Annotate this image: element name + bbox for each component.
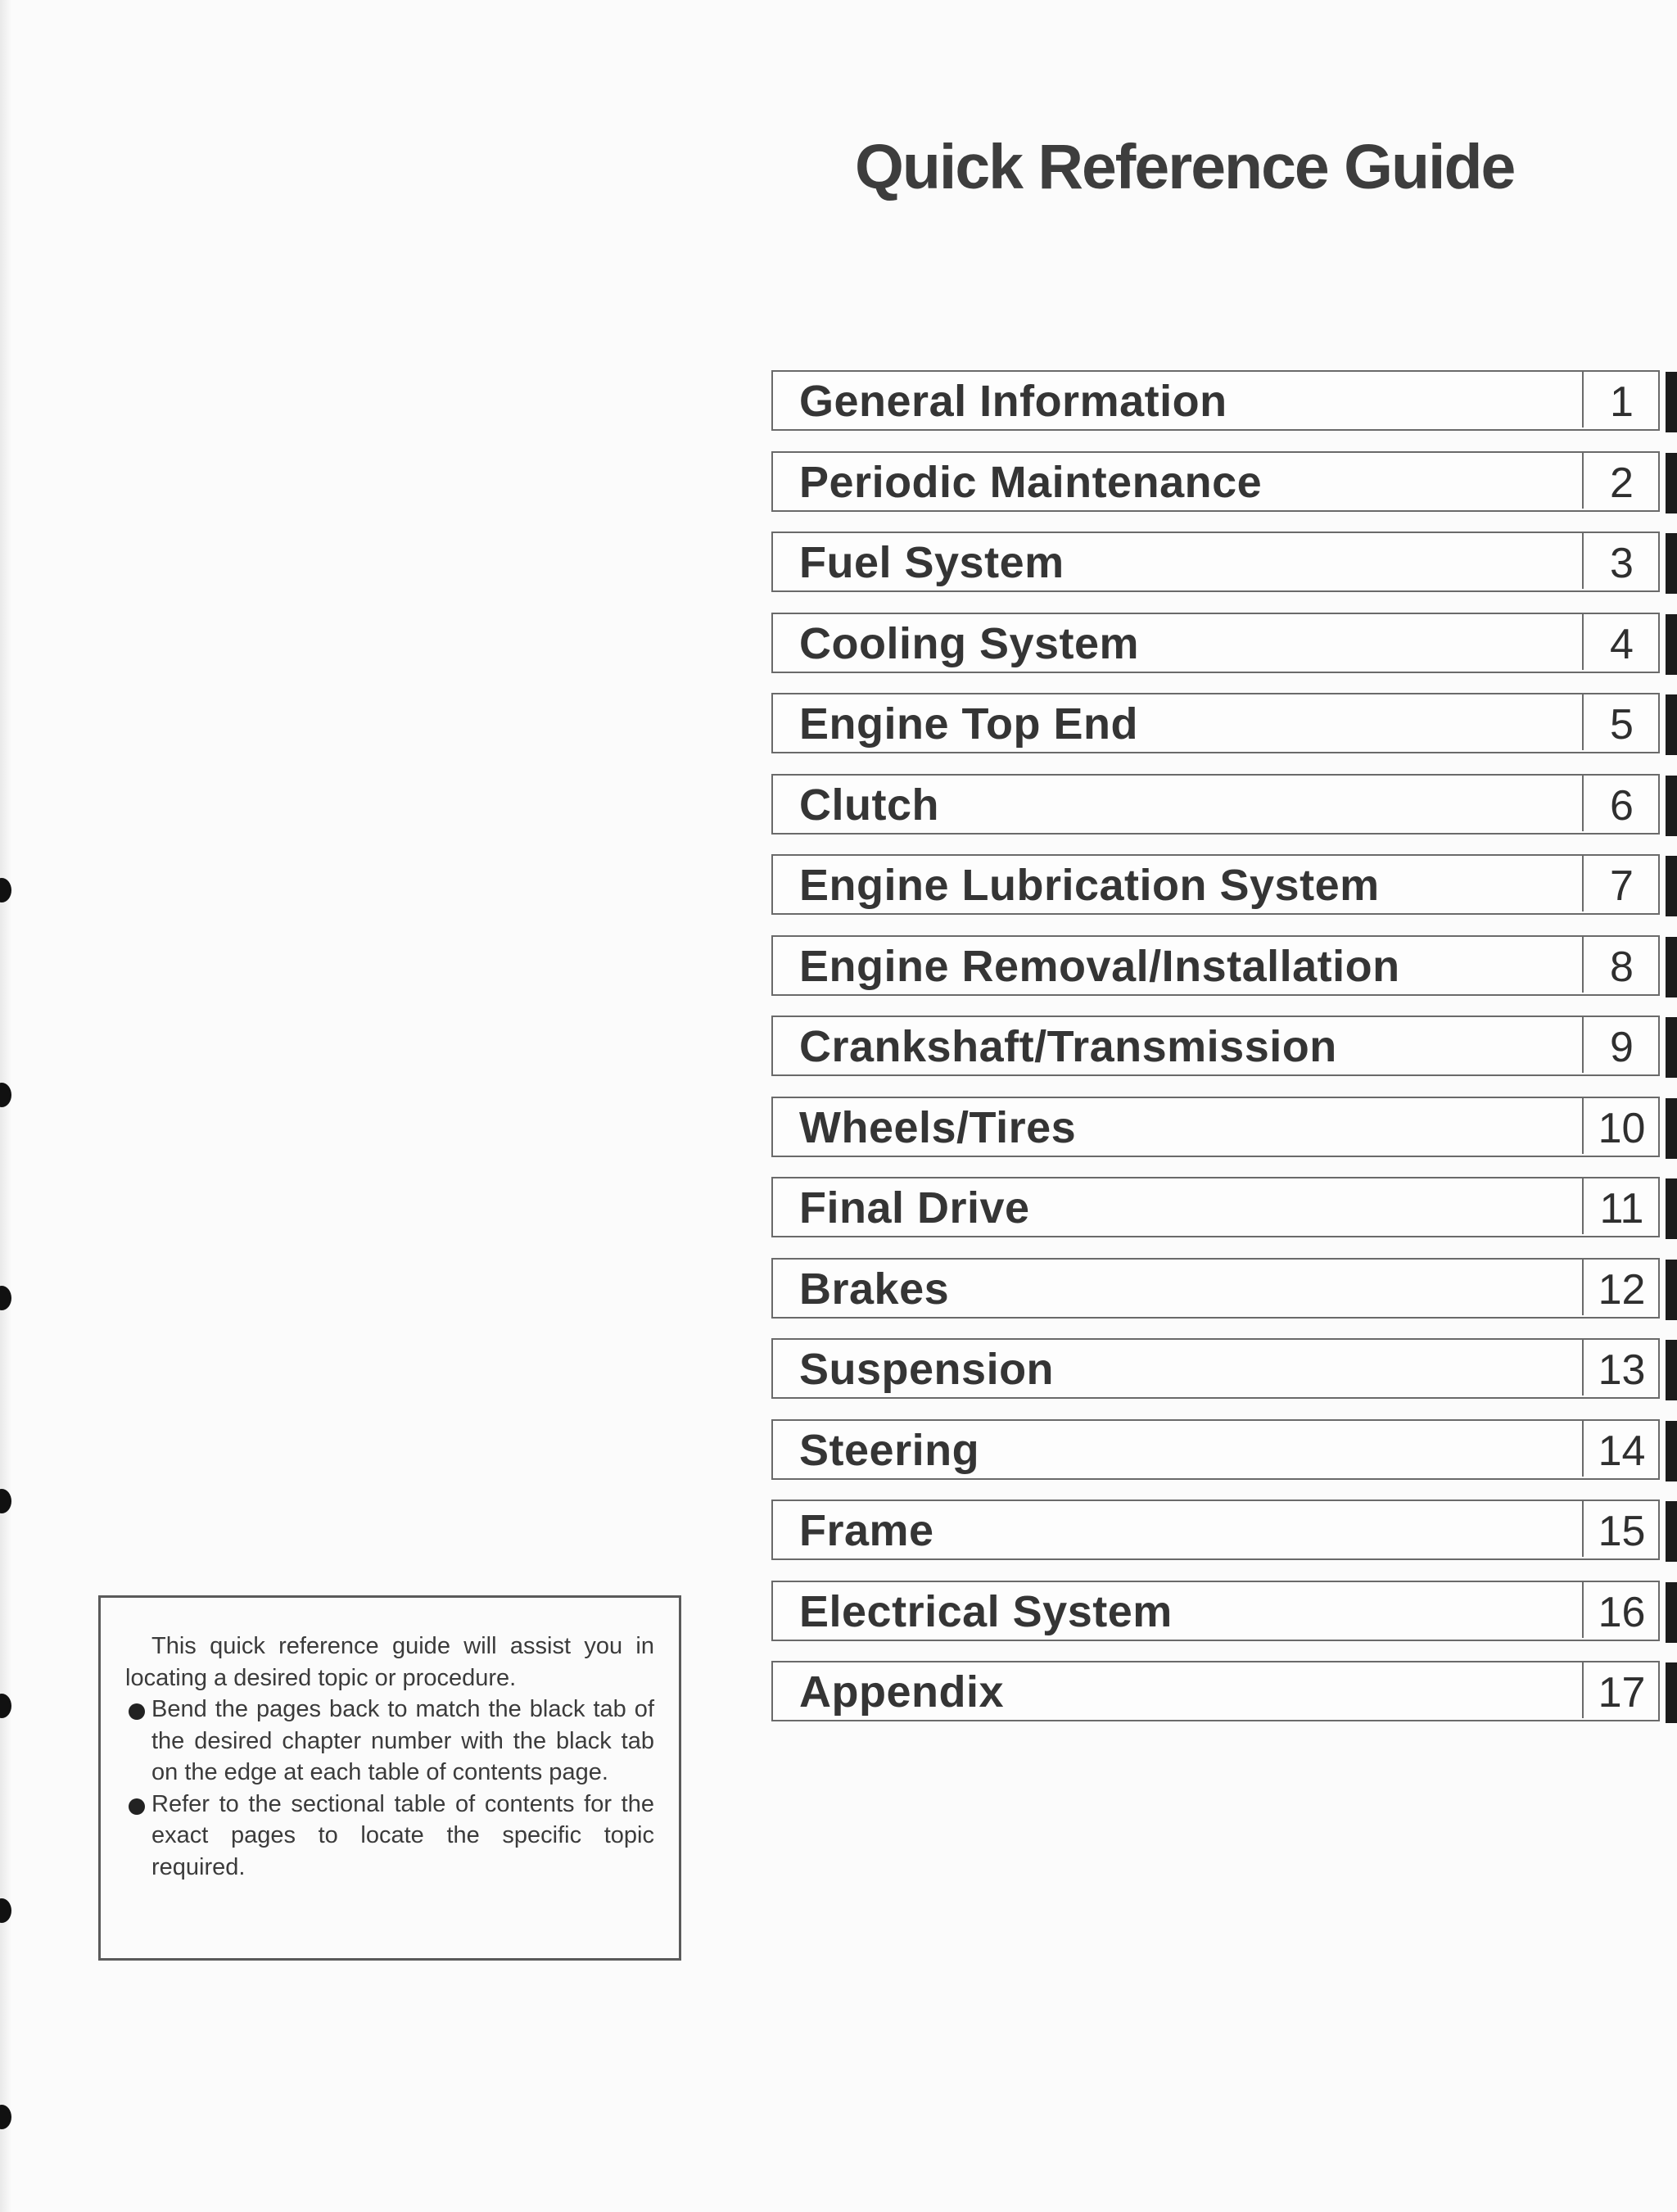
note-bullet xyxy=(125,1694,654,1789)
toc-item-label: Steering xyxy=(799,1425,980,1475)
chapter-tab xyxy=(1666,694,1677,755)
toc-item-number: 8 xyxy=(1582,935,1660,993)
toc-item-number: 9 xyxy=(1582,1016,1660,1073)
toc-item-label: Engine Top End xyxy=(799,699,1138,749)
toc-item-number: 16 xyxy=(1582,1581,1660,1638)
toc-item-number: 1 xyxy=(1582,370,1660,427)
chapter-tab xyxy=(1666,937,1677,997)
chapter-tab xyxy=(1666,614,1677,675)
chapter-tab xyxy=(1666,1421,1677,1481)
toc-item-number: 10 xyxy=(1582,1097,1660,1154)
chapter-tab xyxy=(1666,1662,1677,1723)
toc-item-label: Crankshaft/Transmission xyxy=(799,1022,1337,1071)
table-of-contents xyxy=(771,370,1677,1742)
toc-item-number: 4 xyxy=(1582,613,1660,670)
note-bullet-text: Refer to the sectional table of contents for the exact pages to locate the specific topic required. xyxy=(151,1790,654,1880)
chapter-tab xyxy=(1666,856,1677,916)
chapter-tab xyxy=(1666,1501,1677,1562)
toc-item-label: General Information xyxy=(799,377,1227,426)
toc-item-cooling-system[interactable] xyxy=(771,613,1677,676)
chapter-tab xyxy=(1666,1340,1677,1400)
chapter-tab xyxy=(1666,1098,1677,1159)
instructions-note xyxy=(98,1595,681,1961)
toc-item-number: 14 xyxy=(1582,1419,1660,1477)
toc-item-label: Engine Removal/Installation xyxy=(799,941,1400,991)
toc-item-periodic-maintenance[interactable] xyxy=(771,451,1677,515)
toc-item-number: 6 xyxy=(1582,774,1660,831)
toc-item-engine-top-end[interactable] xyxy=(771,693,1677,757)
toc-item-label: Engine Lubrication System xyxy=(799,861,1380,910)
toc-item-general-information[interactable] xyxy=(771,370,1677,434)
bullet-icon xyxy=(129,1703,145,1720)
toc-item-number: 13 xyxy=(1582,1338,1660,1396)
toc-item-label: Wheels/Tires xyxy=(799,1102,1077,1152)
toc-item-frame[interactable] xyxy=(771,1500,1677,1563)
toc-item-number: 2 xyxy=(1582,451,1660,509)
toc-item-number: 17 xyxy=(1582,1661,1660,1718)
toc-item-steering[interactable] xyxy=(771,1419,1677,1483)
toc-item-appendix[interactable] xyxy=(771,1661,1677,1725)
toc-item-suspension[interactable] xyxy=(771,1338,1677,1402)
toc-item-fuel-system[interactable] xyxy=(771,532,1677,595)
chapter-tab xyxy=(1666,372,1677,432)
note-bullet-text: Bend the pages back to match the black tab of the desired chapter number with the black tab on the edge at each table of contents page. xyxy=(151,1696,654,1785)
toc-item-clutch[interactable] xyxy=(771,774,1677,838)
chapter-tab xyxy=(1666,1260,1677,1320)
toc-item-number: 15 xyxy=(1582,1500,1660,1557)
bullet-icon xyxy=(129,1798,145,1815)
chapter-tab xyxy=(1666,776,1677,836)
toc-item-label: Electrical System xyxy=(799,1586,1173,1636)
toc-item-number: 3 xyxy=(1582,532,1660,589)
toc-item-label: Fuel System xyxy=(799,538,1065,587)
toc-item-electrical-system[interactable] xyxy=(771,1581,1677,1644)
toc-item-label: Periodic Maintenance xyxy=(799,457,1263,507)
chapter-tab xyxy=(1666,1582,1677,1643)
note-intro: This quick reference guide will assist you in locating a desired topic or procedure. xyxy=(125,1633,654,1691)
chapter-tab xyxy=(1666,533,1677,594)
toc-item-number: 12 xyxy=(1582,1258,1660,1315)
toc-item-label: Clutch xyxy=(799,780,939,830)
toc-item-label: Frame xyxy=(799,1506,934,1555)
toc-item-wheels-tires[interactable] xyxy=(771,1097,1677,1160)
toc-item-engine-removal-installation[interactable] xyxy=(771,935,1677,999)
chapter-tab xyxy=(1666,453,1677,513)
toc-item-engine-lubrication-system[interactable] xyxy=(771,854,1677,918)
toc-item-final-drive[interactable] xyxy=(771,1177,1677,1241)
toc-item-number: 5 xyxy=(1582,693,1660,750)
note-bullet xyxy=(125,1789,654,1884)
toc-item-label: Final Drive xyxy=(799,1183,1030,1233)
toc-item-label: Cooling System xyxy=(799,618,1140,668)
toc-item-number: 11 xyxy=(1582,1177,1660,1234)
toc-item-brakes[interactable] xyxy=(771,1258,1677,1322)
toc-item-label: Appendix xyxy=(799,1667,1005,1717)
toc-item-number: 7 xyxy=(1582,854,1660,911)
chapter-tab xyxy=(1666,1017,1677,1078)
page-title: Quick Reference Guide xyxy=(855,132,1515,202)
toc-item-label: Suspension xyxy=(799,1345,1055,1394)
toc-item-crankshaft-transmission[interactable] xyxy=(771,1016,1677,1079)
toc-item-label: Brakes xyxy=(799,1264,950,1314)
chapter-tab xyxy=(1666,1178,1677,1239)
